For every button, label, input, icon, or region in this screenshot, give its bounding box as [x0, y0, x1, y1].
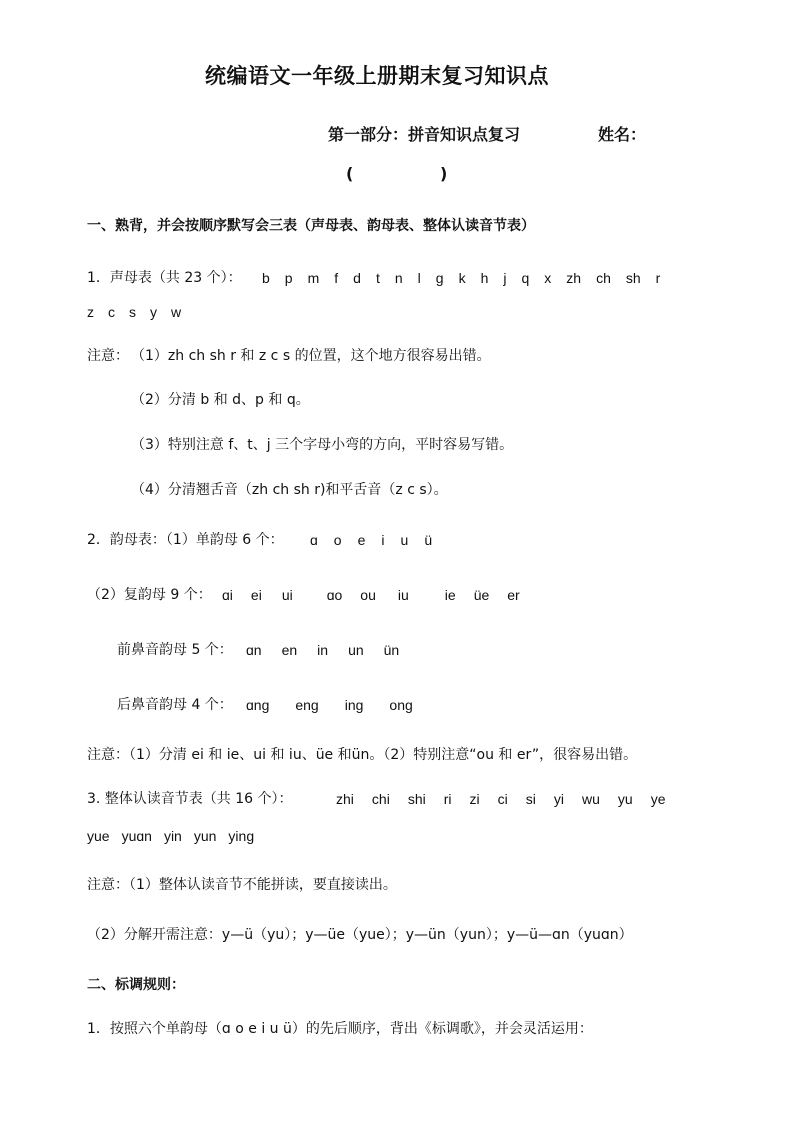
initial-syllable: m [307, 270, 320, 286]
whole-syllable: zi [469, 791, 480, 807]
initial-syllable: z [87, 304, 94, 320]
final-syllable: ɑng [246, 697, 270, 713]
initial-syllable: p [284, 270, 293, 286]
final-syllable: ɑ [310, 532, 318, 548]
whole-syllable: yi [553, 791, 564, 807]
item-initials-label: 1．声母表（共 23 个）： [87, 270, 242, 286]
bracket-close: ) [440, 164, 448, 183]
final-syllable: ing [344, 697, 364, 713]
initial-syllable: d [353, 270, 361, 286]
final-syllable: ün [383, 642, 400, 658]
whole-syllable: ye [650, 791, 666, 807]
initial-syllable: sh [625, 270, 641, 286]
final-syllable: er [507, 587, 520, 603]
whole-syllable: shi [407, 791, 426, 807]
front-nasal-label: 前鼻音韵母 5 个： [117, 642, 233, 658]
whole-syllable: ci [497, 791, 508, 807]
initial-syllable: ɡ [435, 270, 444, 286]
whole-syllable: yu [617, 791, 633, 807]
tone-rule-item-1: 1．按照六个单韵母（ɑ o e i u ü）的先后顺序，背出《标调歌》，并会灵活运用： [87, 1021, 593, 1037]
final-syllable: un [348, 642, 364, 658]
note-label: 注意： [87, 348, 129, 364]
final-syllable: o [333, 532, 342, 548]
item-finals-label: 2．韵母表：（1）单韵母 6 个： [87, 532, 284, 548]
final-syllable: ɑo [326, 587, 343, 603]
whole-syllable: wu [582, 791, 600, 807]
initial-syllable: n [394, 270, 403, 286]
note-initials-1: （1）zh ch sh r 和 z c s 的位置，这个地方很容易出错。 [131, 348, 491, 364]
single-finals-row [310, 530, 448, 550]
initial-syllable: l [417, 270, 421, 286]
initial-syllable: j [503, 270, 507, 286]
final-syllable: ou [360, 587, 376, 603]
item-whole-syllables-label: 3. 整体认读音节表（共 16 个）： [87, 791, 293, 807]
whole-syllable: si [525, 791, 536, 807]
final-syllable: i [381, 532, 385, 548]
initial-syllable: k [458, 270, 466, 286]
whole-syllable: yuɑn [121, 828, 152, 844]
final-syllable: e [357, 532, 366, 548]
initials-row-1 [262, 268, 675, 288]
initial-syllable: s [129, 304, 136, 320]
whole-syllable: ri [443, 791, 452, 807]
final-syllable: ui [281, 587, 293, 603]
note-finals: 注意：（1）分清 ei 和 ie、ui 和 iu、üe 和ün。（2）特别注意“ou 和 er”，很容易出错。 [87, 747, 638, 763]
compound-finals-label: （2）复韵母 9 个： [87, 587, 212, 603]
initial-syllable: c [108, 304, 115, 320]
final-syllable: ü [424, 532, 433, 548]
bracket-open: ( [346, 164, 354, 183]
compound-finals-row [222, 585, 520, 605]
initial-syllable: f [334, 270, 339, 286]
back-nasal-label: 后鼻音韵母 4 个： [117, 697, 233, 713]
final-syllable: eng [295, 697, 319, 713]
final-syllable: iu [397, 587, 409, 603]
note-initials-3: （3）特别注意 f、t、j 三个字母小弯的方向，平时容易写错。 [131, 437, 514, 453]
whole-syllable: zhi [336, 791, 354, 807]
initial-syllable: r [655, 270, 661, 286]
initial-syllable: ch [596, 270, 611, 286]
final-syllable: en [281, 642, 298, 658]
final-syllable: u [400, 532, 409, 548]
initial-syllable: h [480, 270, 489, 286]
whole-syllable: ying [228, 828, 255, 844]
final-syllable: ɑn [246, 642, 262, 658]
part-heading: 第一部分：拼音知识点复习 [328, 125, 521, 144]
initial-syllable: zh [566, 270, 582, 286]
section-one-heading: 一、熟背，并会按顺序默写会三表（声母表、韵母表、整体认读音节表） [87, 218, 535, 234]
note-initials-4: （4）分清翘舌音（zh ch sh r)和平舌音（z c s）。 [131, 482, 448, 498]
whole-syllable: yue [87, 828, 110, 844]
initial-syllable: q [521, 270, 530, 286]
front-nasal-row [246, 640, 419, 660]
final-syllable: ong [389, 697, 413, 713]
whole-syllable: yun [193, 828, 217, 844]
initial-syllable: t [375, 270, 380, 286]
initial-syllable: b [262, 270, 270, 286]
initial-syllable: w [171, 304, 182, 320]
final-syllable: ɑi [222, 587, 233, 603]
whole-syllable: yin [163, 828, 182, 844]
note-initials-2: （2）分清 b 和 d、p 和 q。 [131, 392, 310, 408]
final-syllable: ie [444, 587, 456, 603]
back-nasal-row [246, 695, 439, 715]
final-syllable: in [317, 642, 329, 658]
whole-syllables-row-2 [87, 826, 266, 846]
section-two-heading: 二、标调规则： [87, 977, 185, 993]
whole-syllable: chi [371, 791, 390, 807]
initials-row-2 [87, 302, 195, 322]
final-syllable: üe [473, 587, 490, 603]
final-syllable: ei [250, 587, 262, 603]
note-whole-syllables-2: （2）分解开需注意：y—ü（yu）；y—üe（yue）；y—ün（yun）；y—ü—ɑn（yuɑn） [87, 927, 633, 943]
page-title: 统编语文一年级上册期末复习知识点 [205, 64, 549, 88]
note-whole-syllables-1: 注意：（1）整体认读音节不能拼读，要直接读出。 [87, 877, 397, 893]
whole-syllables-row-1 [336, 789, 684, 809]
initial-syllable: y [150, 304, 157, 320]
initial-syllable: x [544, 270, 552, 286]
name-label: 姓名： [598, 125, 647, 144]
